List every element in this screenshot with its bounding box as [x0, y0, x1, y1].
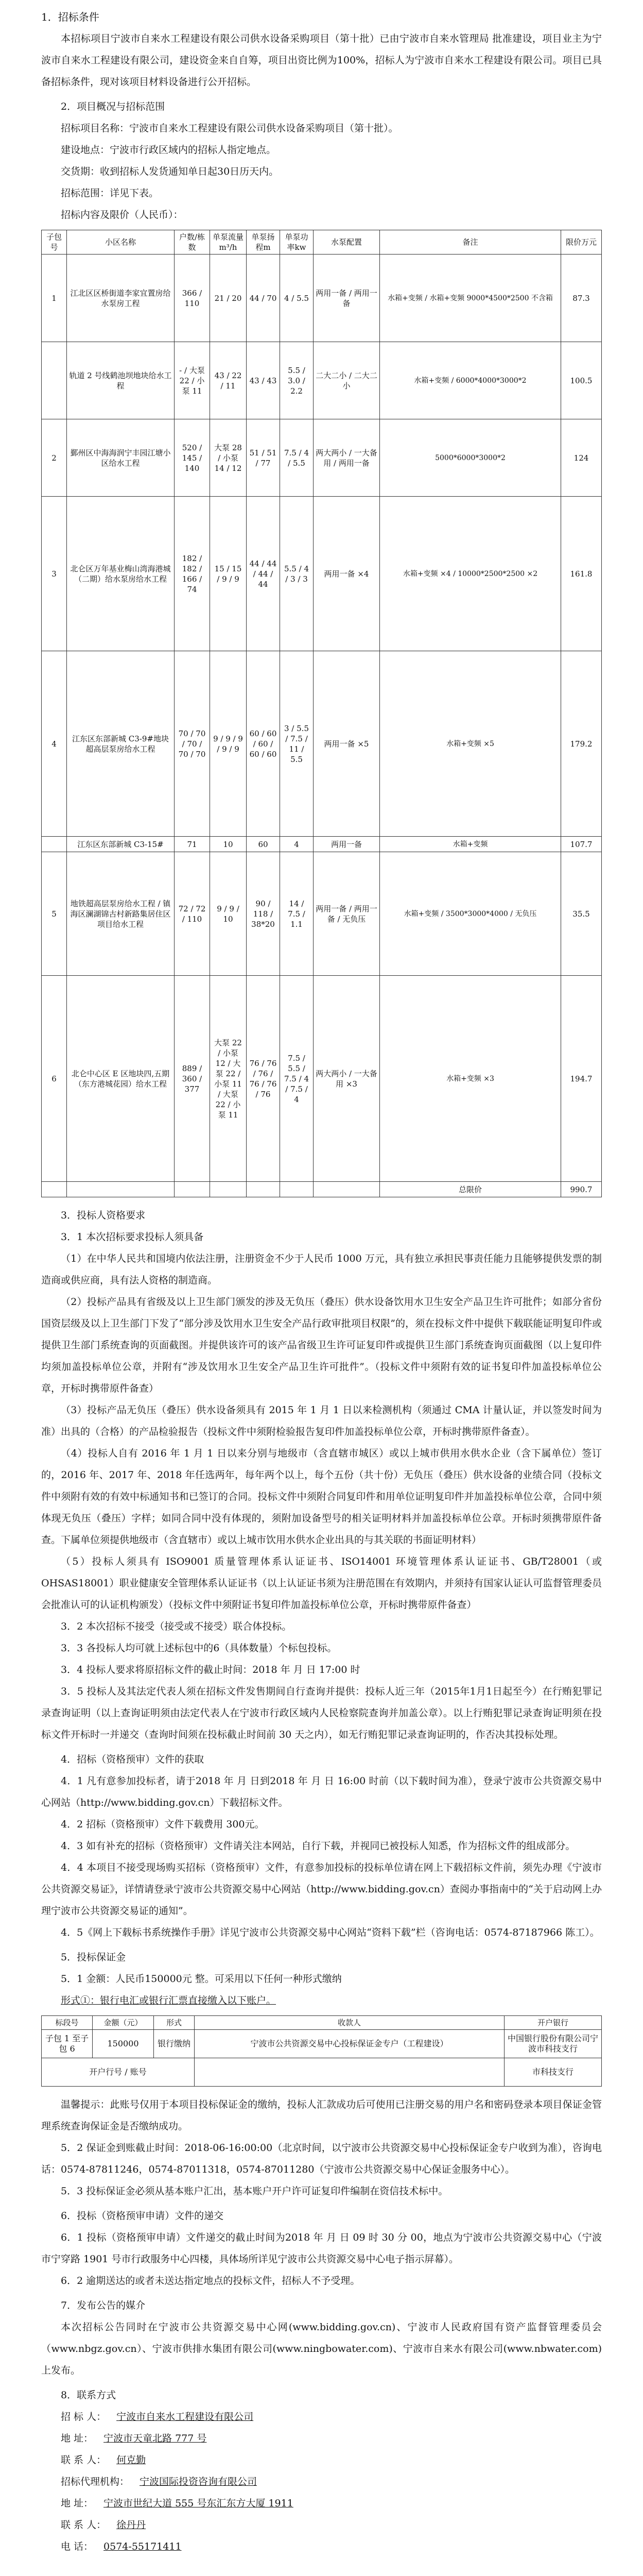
col-kw: 单泵功率kw	[280, 230, 314, 255]
col-pkg: 子包号	[42, 230, 67, 255]
contact-line: 地 址： 宁波市世纪大道 555 号东汇东方大厦 1911	[61, 2498, 293, 2509]
section8-heading: 8．联系方式	[61, 2389, 116, 2401]
deposit-5-3: 5．3 投标保证金必须从基本账户汇出，基本账户开户许可证复印件编制在资信技术标中。	[61, 2185, 448, 2197]
bid-table	[41, 230, 602, 1197]
req-q4: （4）投标人自有 2016 年 1 月 1 日以来分别与地级市（含直辖市城区）或以上城市供用水供水企业（含下属单位）签订的，2016 年、2017 年、2018 年任选两年，每年两个以上，每个五份（共十份）无负压（叠压）供水设备的业绩合同（投标文件中须附有效的有效中标通知书和已签订的合同。投标文件中须附合同复印件和用单位证明复印件并加盖投标单位公章，合同中须体现无负压（叠压）字样；如同合同中没有体现的，须附加设备型号的相关证明材料并加盖投标单位公章。开标时须携带原件备查。下属单位须提供地级市（含直辖市）或以上城市饮用水供水企业出具的与其关联的书面证明材料）	[41, 1448, 602, 1546]
submit-6-1: 6．1 投标（资格预审申请）文件递交的截止时间为2018 年 月 日 09 时 30 分 00，地点为宁波市公共资源交易中心（宁波市宁穿路 1901 号市行政服务中心四楼，具体场所详见宁波市公共资源交易中心电子指示屏幕）。	[41, 2232, 602, 2265]
section2-heading: 2．项目概况与招标范围	[61, 101, 165, 112]
bid-table-wrap	[41, 230, 602, 1197]
col-head: 单泵扬程m	[247, 230, 280, 255]
req-3-4: 3．4 投标人要求将原招标文件的截止时间：2018 年 月 日 17:00 时	[61, 1664, 360, 1675]
table-row: 江东区东部新城 C3-15# 71 10 60 4 两用一备 水箱+变频 107.7	[42, 837, 602, 852]
col-cfg: 水泵配置	[314, 230, 380, 255]
payment-header: 标段号 金额（元） 形式 收款人 开户银行	[42, 2016, 602, 2030]
build-location: 建设地点：宁波市行政区域内的招标人指定地点。	[61, 144, 276, 156]
section1-heading: 1．招标条件	[41, 11, 99, 23]
req-q3: （3）投标产品无负压（叠压）供水设备须具有 2015 年 1 月 1 日以来检测机构（须通过 CMA 计量认证，并以签发时间为准）出具的（合格）的产品检验报告（投标文件中须附检验报告复印件加盖投标单位公章，开标时携带原件备查）。	[41, 1404, 602, 1437]
doc-4-4: 4．4 本项目不接受现场购买招标（资格预审）文件，有意参加投标的投标单位请在网上下载招标文件前，须先办理《宁波市公共资源交易证》，详情请登录宁波市公共资源交易中心网站（http://www.bidding.gov.cn）查阅办事指南中的“关于启动网上办理宁波市公共资源交易证的通知”。	[41, 1862, 602, 1917]
doc-4-3: 4．3 如有补充的招标（资格预审）文件请关注本网站，自行下载，并视同已被投标人知悉，作为招标文件的组成部分。	[61, 1840, 576, 1852]
document-page	[41, 0, 602, 2557]
req-q2: （2）投标产品具有省级及以上卫生部门颁发的涉及无负压（叠压）供水设备饮用水卫生安全产品卫生许可批件；如部分省份国资层级及以上卫生部门下发了“部分涉及饮用水卫生安全产品行政审批项目权限”的，须在投标文件中提供下载联能证明复印件或提供卫生部门系统查询的页面截图。并提供该许可的该产品省级卫生许可证复印件或提供卫生部门系统查询页面截图（以上复印件均须加盖投标单位公章，并附有“涉及饮用水卫生安全产品卫生许可批件”。（投标文件中须附有效的证书复印件加盖投标单位公章，开标时携带原件备查）	[41, 1296, 602, 1394]
scope: 招标范围：详见下表。	[61, 188, 159, 199]
doc-4-2: 4．2 招标（资格预审）文件下载费用 300元。	[61, 1819, 265, 1830]
table-row: 轨道 2 号线鹤池坝地块给水工程 - / 大泵 22 / 小泵 11 43 / 22 / 11 43 / 43 5.5 / 3.0 / 2.2 二大二小 / 二大二小 水箱+变频 / 6000*4000*3000*2 100.5	[42, 342, 602, 419]
req-3-1: 3．1 本次招标要求投标人须具备	[61, 1231, 204, 1243]
deposit-5-2: 5．2 保证金到账截止时间：2018-06-16:00:00（北京时间，以宁波市公共资源交易中心投标保证金专户收到为准），咨询电话：0574-87811246，0574-87011318，0574-87011280（宁波市公共资源交易中心保证金服务中心）。	[41, 2142, 602, 2175]
col-flow: 单泵流量m³/h	[210, 230, 247, 255]
section1-text: 本招标项目宁波市自来水工程建设有限公司供水设备采购项目（第十批）已由宁波市自来水管理局 批准建设，项目业主为宁波市自来水工程建设有限公司，建设资金来自自筹，项目出资比例为100%，招标人为宁波市自来水工程建设有限公司。项目已具备招标条件，现对该项目材料设备进行公开招标。	[41, 33, 602, 88]
req-3-2: 3．2 本次招标不接受（接受或不接受）联合体投标。	[61, 1621, 292, 1632]
col-note: 备注	[380, 230, 561, 255]
submit-6-2: 6．2 逾期送达的或者未送达指定地点的投标文件，招标人不予受理。	[61, 2275, 360, 2286]
contact-block	[41, 2406, 602, 2557]
doc-4-1: 4．1 凡有意参加投标者，请于2018 年 月 日到2018 年 月 日 16:00 时前（以下载时间为准），登录宁波市公共资源交易中心网站（http://www.bidding.gov.cn）下载招标文件。	[41, 1775, 602, 1808]
payment-row: 子包 1 至子包 6 150000 银行缴纳 宁波市公共资源交易中心投标保证金专户（工程建设） 中国银行股份有限公司宁波市科技支行	[42, 2030, 602, 2058]
table-total-row: 总限价 990.7	[42, 1182, 602, 1197]
table-row: 2 鄞州区中海海润宁丰园江塘小区给水工程 520 / 145 / 140 大泵 28 / 小泵 14 / 12 51 / 51 / 77 7.5 / 4 / 5.5 两大两小 / 一大备用 / 两用一备 5000*6000*3000*2 124	[42, 419, 602, 497]
project-name: 招标项目名称：宁波市自来水工程建设有限公司供水设备采购项目（第十批）。	[61, 123, 398, 134]
payment-row-2: 开户行号 / 账号 市科技支行	[42, 2058, 602, 2087]
table-row: 6 北仑中心区 E 区地块四,五期（东方港城花园）给水工程 889 / 360 / 377 大泵 22 / 小泵 12 / 大泵 22 / 小泵 11 / 大泵 22 / 小泵 11 76 / 76 / 76 / 76 / 76 / 76 7.5 / 5.5 / 7.5 / 4 / 7.5 / 4 两大两小 / 一大备用 ×3 水箱+变频 ×3 194.7	[42, 976, 602, 1182]
table-row: 1 江北区区桥街道李家宜置房给水泵房工程 366 / 110 21 / 20 44 / 70 4 / 5.5 两用一备 / 两用一备 水箱+变频 / 水箱+变频 9000*4500*2500 不含箱 87.3	[42, 255, 602, 342]
col-limit: 限价万元	[561, 230, 602, 255]
contact-line: 招标代理机构： 宁波国际投资咨询有限公司	[61, 2476, 257, 2487]
section3-heading: 3．投标人资格要求	[61, 1210, 146, 1221]
table-row: 4 江东区东部新城 C3-9#地块超高层泵房给水工程 70 / 70 / 70 / 70 / 70 9 / 9 / 9 / 9 / 9 60 / 60 / 60 / 60 / 60 3 / 5.5 / 7.5 / 11 / 5.5 两用一备 ×5 水箱+变频 ×5 179.2	[42, 651, 602, 837]
section5-heading: 5．投标保证金	[61, 1952, 126, 1963]
section7-heading: 7．发布公告的媒介	[61, 2300, 146, 2311]
contact-line: 联 系 人： 何克勤	[61, 2454, 146, 2466]
media-text: 本次招标公告同时在宁波市公共资源交易中心网(www.bidding.gov.cn)、宁波市人民政府国有资产监督管理委员会（www.nbgz.gov.cn）、宁波市供排水集团有限公司(www.ningbowater.com)、宁波市自来水有限公司(www.nbwater.com)上发布。	[41, 2321, 602, 2376]
req-q1: （1）在中华人民共和国境内依法注册，注册资金不少于人民币 1000 万元，具有独立承担民事责任能力且能够提供发票的制造商或供应商，具有法人资格的制造商。	[41, 1253, 602, 1286]
payment-table-wrap	[41, 2015, 602, 2087]
table-row: 5 地铁超高层泵房给水工程 / 镇海区澜湖锦古村新路集居住区项目给水工程 72 / 72 / 110 9 / 9 / 10 90 / 118 / 38*20 14 / 7.5 / 1.1 两用一备 / 两用一备 / 无负压 水箱+变频 / 3500*3000*4000 / 无负压 35.5	[42, 852, 602, 976]
contact-line: 电 话： 0574-55171411	[61, 2541, 182, 2552]
section6-heading: 6．投标（资格预审申请）文件的递交	[61, 2210, 224, 2222]
deposit-5-1: 5．1 金额：人民币150000元 整。可采用以下任何一种形式缴纳	[61, 1973, 342, 1985]
delivery-period: 交货期：收到招标人发货通知单日起30日历天内。	[61, 166, 279, 177]
content-price-label: 招标内容及限价（人民币）：	[61, 209, 183, 221]
section4-heading: 4．招标（资格预审）文件的获取	[61, 1754, 204, 1765]
tip: 温馨提示：此账号仅用于本项目投标保证金的缴纳，投标人汇款成功后可使用已注册交易的用户名和密码登录本项目保证金管理系统查询保证金是否缴纳成功。	[41, 2099, 602, 2132]
req-3-5: 3．5 投标人及其法定代表人须在招标文件发售期间自行查询并提供：投标人近三年（2015年1月1日起至今）在行贿犯罪记录查询证明（以上查询证明须由法定代表人在宁波市行政区域内人民检察院查询并加盖公章）。以上行贿犯罪记录查询证明须在投标文件开标时一并递交（查询时间须在投标截止时间前 30 天之内），如无行贿犯罪记录查询证明的，作否决其投标处理。	[41, 1686, 602, 1740]
col-hh: 户数/栋数	[175, 230, 210, 255]
contact-line: 招 标 人： 宁波市自来水工程建设有限公司	[61, 2411, 254, 2422]
req-3-3: 3．3 各投标人均可就上述标包中的6（具体数量）个标包投标。	[61, 1642, 337, 1654]
deposit-form: 形式①：银行电汇或银行汇票直接缴入以下账户。	[61, 1995, 276, 2006]
doc-4-5: 4．5《网上下载标书系统操作手册》详见宁波市公共资源交易中心网站“资料下载”栏（咨询电话：0574-87187966 陈工）。	[61, 1927, 600, 1938]
req-q5: （5）投标人须具有 ISO9001 质量管理体系认证证书、ISO14001 环境管理体系认证证书、GB/T28001（或 OHSAS18001）职业健康安全管理体系认证证书（以上认证证书须为注册范围在有效期内，并须持有国家认证认可监督管理委员会批准认可的认证机构颁发）（投标文件中须附证书复印件加盖投标单位公章，开标时携带原件备查）	[41, 1556, 602, 1611]
contact-line: 联 系 人： 徐丹丹	[61, 2519, 146, 2531]
contact-line: 地 址： 宁波市天童北路 777 号	[61, 2433, 207, 2444]
col-name: 小区名称	[67, 230, 175, 255]
table-row: 3 北仑区万年基业梅山湾海港城（二期）给水泵房给水工程 182 / 182 / 166 / 74 15 / 15 / 9 / 9 44 / 44 / 44 / 44 5.5 / 4 / 3 / 3 两用一备 ×4 水箱+变频 ×4 / 10000*2500*2500 ×2 161.8	[42, 497, 602, 651]
payment-table	[41, 2015, 602, 2087]
bid-table-header	[42, 230, 602, 255]
